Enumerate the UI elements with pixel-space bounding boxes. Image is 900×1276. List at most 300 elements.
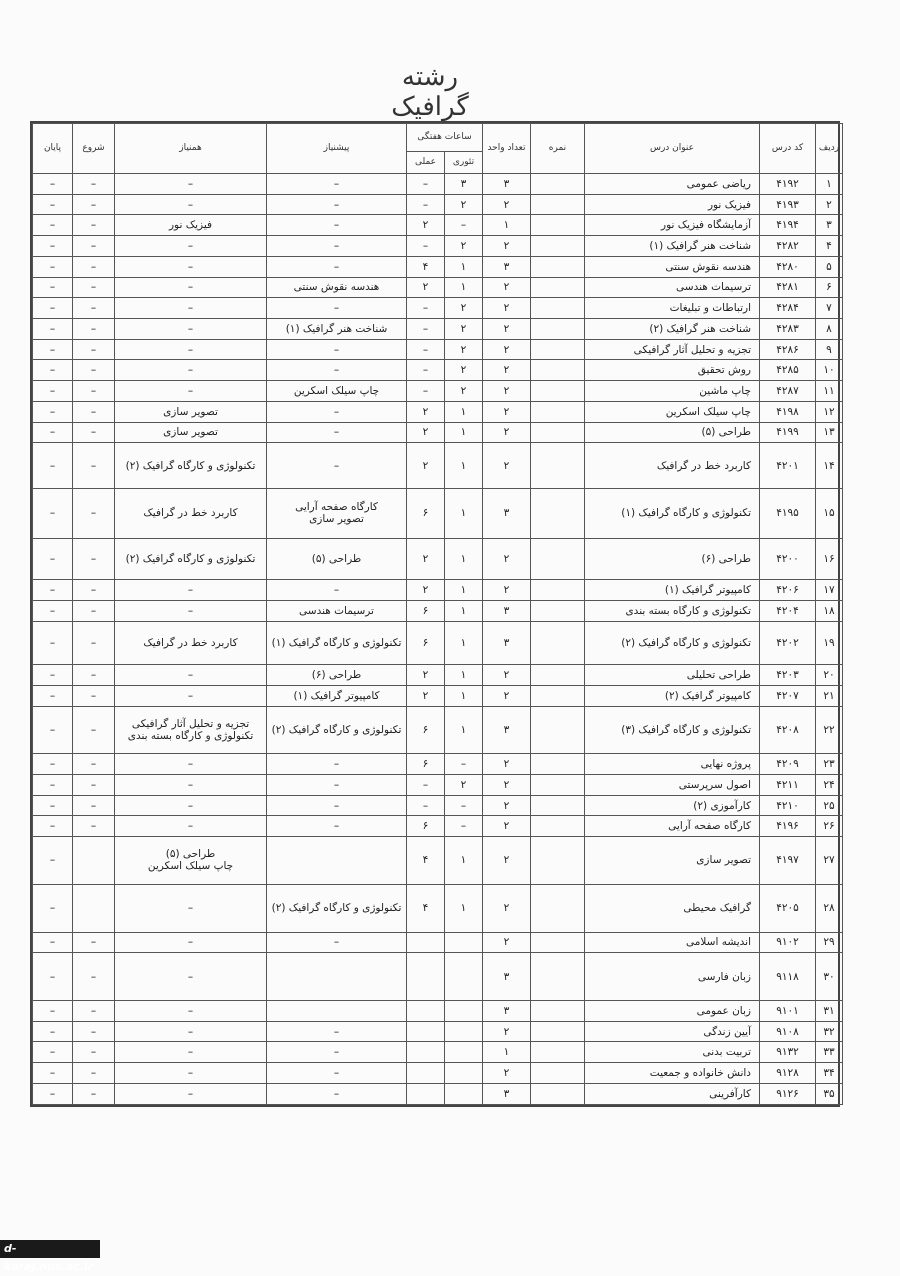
row-no-cell: ۲۵ <box>816 795 843 816</box>
coreq-cell: – <box>115 816 267 837</box>
course-code-cell: ۴۲۰۰ <box>760 538 816 579</box>
practical-hours-cell: ۴ <box>407 256 445 277</box>
course-code-cell: ۴۱۹۳ <box>760 194 816 215</box>
practical-hours-cell: – <box>407 298 445 319</box>
page-title: رشته گرافیک <box>391 62 469 122</box>
grade-cell <box>531 215 585 236</box>
end-cell: – <box>33 816 73 837</box>
table-row <box>33 685 843 706</box>
prereq-cell: کامپیوتر گرافیک (۱) <box>267 685 407 706</box>
end-cell: – <box>33 774 73 795</box>
theory-hours-cell: ۱ <box>445 488 483 538</box>
theory-hours-cell: ۱ <box>445 837 483 885</box>
prereq-cell: – <box>267 339 407 360</box>
practical-hours-cell: ۶ <box>407 621 445 665</box>
grade-cell <box>531 422 585 443</box>
course-title-cell: شناخت هنر گرافیک (۱) <box>585 236 760 257</box>
row-no-cell: ۳۱ <box>816 1000 843 1021</box>
course-code-cell: ۴۲۸۳ <box>760 319 816 340</box>
end-cell: – <box>33 1063 73 1084</box>
course-title-cell: آزمایشگاه فیزیک نور <box>585 215 760 236</box>
theory-hours-cell: ۱ <box>445 538 483 579</box>
practical-hours-cell: ۲ <box>407 401 445 422</box>
practical-hours-cell: ۲ <box>407 580 445 601</box>
practical-hours-cell <box>407 932 445 953</box>
practical-hours-cell: – <box>407 236 445 257</box>
prereq-cell: – <box>267 236 407 257</box>
coreq-cell: – <box>115 665 267 686</box>
end-cell: – <box>33 339 73 360</box>
units-cell: ۲ <box>483 401 531 422</box>
site-watermark: d-karaj.nus.ac.ir <box>0 1240 100 1258</box>
theory-hours-cell: ۱ <box>445 401 483 422</box>
practical-hours-cell <box>407 1083 445 1104</box>
coreq-cell: تصویر سازی <box>115 401 267 422</box>
theory-hours-cell: ۲ <box>445 236 483 257</box>
row-no-cell: ۱۹ <box>816 621 843 665</box>
practical-hours-cell: ۴ <box>407 884 445 932</box>
coreq-cell: – <box>115 360 267 381</box>
units-cell: ۳ <box>483 1000 531 1021</box>
units-cell: ۲ <box>483 1021 531 1042</box>
course-title-cell: کامپیوتر گرافیک (۱) <box>585 580 760 601</box>
practical-hours-cell: – <box>407 194 445 215</box>
units-cell: ۲ <box>483 339 531 360</box>
course-title-cell: دانش خانواده و جمعیت <box>585 1063 760 1084</box>
row-no-cell: ۵ <box>816 256 843 277</box>
end-cell: – <box>33 932 73 953</box>
header-coreq: همنیاز <box>115 124 267 174</box>
units-cell: ۲ <box>483 277 531 298</box>
theory-hours-cell: ۱ <box>445 706 483 754</box>
coreq-cell: طراحی (۵) چاپ سیلک اسکرین <box>115 837 267 885</box>
row-no-cell: ۱۱ <box>816 381 843 402</box>
course-title-cell: تکنولوژی و کارگاه گرافیک (۱) <box>585 488 760 538</box>
practical-hours-cell: ۶ <box>407 706 445 754</box>
start-cell: – <box>73 621 115 665</box>
course-title-cell: شناخت هنر گرافیک (۲) <box>585 319 760 340</box>
start-cell: – <box>73 488 115 538</box>
theory-hours-cell: ۲ <box>445 774 483 795</box>
prereq-cell: – <box>267 443 407 489</box>
course-code-cell: ۴۲۰۲ <box>760 621 816 665</box>
course-code-cell: ۴۲۰۱ <box>760 443 816 489</box>
start-cell: – <box>73 236 115 257</box>
course-title-cell: آیین زندگی <box>585 1021 760 1042</box>
theory-hours-cell: ۱ <box>445 665 483 686</box>
course-title-cell: ارتباطات و تبلیغات <box>585 298 760 319</box>
units-cell: ۳ <box>483 600 531 621</box>
end-cell: – <box>33 884 73 932</box>
start-cell: – <box>73 538 115 579</box>
start-cell: – <box>73 754 115 775</box>
theory-hours-cell: ۲ <box>445 360 483 381</box>
table-row <box>33 194 843 215</box>
course-code-cell: ۴۲۰۷ <box>760 685 816 706</box>
row-no-cell: ۲۱ <box>816 685 843 706</box>
table-row <box>33 277 843 298</box>
practical-hours-cell: ۲ <box>407 538 445 579</box>
coreq-cell: – <box>115 953 267 1001</box>
header-start: شروع <box>73 124 115 174</box>
row-no-cell: ۲۹ <box>816 932 843 953</box>
grade-cell <box>531 174 585 195</box>
units-cell: ۳ <box>483 1083 531 1104</box>
row-no-cell: ۳۰ <box>816 953 843 1001</box>
grade-cell <box>531 443 585 489</box>
start-cell: – <box>73 422 115 443</box>
course-title-cell: پروژه نهایی <box>585 754 760 775</box>
course-title-cell: تکنولوژی و کارگاه بسته بندی <box>585 600 760 621</box>
row-no-cell: ۲ <box>816 194 843 215</box>
practical-hours-cell <box>407 1021 445 1042</box>
end-cell: – <box>33 795 73 816</box>
units-cell: ۲ <box>483 422 531 443</box>
grade-cell <box>531 953 585 1001</box>
course-code-cell: ۴۱۹۲ <box>760 174 816 195</box>
practical-hours-cell: ۲ <box>407 443 445 489</box>
coreq-cell: – <box>115 795 267 816</box>
course-title-cell: کاربرد خط در گرافیک <box>585 443 760 489</box>
start-cell: – <box>73 932 115 953</box>
course-code-cell: ۹۱۱۸ <box>760 953 816 1001</box>
row-no-cell: ۱۰ <box>816 360 843 381</box>
grade-cell <box>531 488 585 538</box>
grade-cell <box>531 381 585 402</box>
coreq-cell: – <box>115 600 267 621</box>
row-no-cell: ۴ <box>816 236 843 257</box>
course-title-cell: زبان عمومی <box>585 1000 760 1021</box>
practical-hours-cell <box>407 1063 445 1084</box>
grade-cell <box>531 816 585 837</box>
practical-hours-cell <box>407 1000 445 1021</box>
row-no-cell: ۱۷ <box>816 580 843 601</box>
practical-hours-cell: ۶ <box>407 816 445 837</box>
practical-hours-cell: – <box>407 360 445 381</box>
prereq-cell: چاپ سیلک اسکرین <box>267 381 407 402</box>
grade-cell <box>531 277 585 298</box>
prereq-cell: تکنولوژی و کارگاه گرافیک (۲) <box>267 884 407 932</box>
grade-cell <box>531 1042 585 1063</box>
grade-cell <box>531 754 585 775</box>
prereq-cell: – <box>267 816 407 837</box>
prereq-cell: شناخت هنر گرافیک (۱) <box>267 319 407 340</box>
theory-hours-cell <box>445 932 483 953</box>
table-row <box>33 538 843 579</box>
prereq-cell: – <box>267 401 407 422</box>
start-cell: – <box>73 401 115 422</box>
end-cell: – <box>33 1042 73 1063</box>
practical-hours-cell: ۶ <box>407 600 445 621</box>
row-no-cell: ۲۶ <box>816 816 843 837</box>
table-row <box>33 236 843 257</box>
practical-hours-cell: ۶ <box>407 488 445 538</box>
units-cell: ۳ <box>483 174 531 195</box>
coreq-cell: – <box>115 339 267 360</box>
course-code-cell: ۴۲۸۴ <box>760 298 816 319</box>
end-cell: – <box>33 194 73 215</box>
start-cell: – <box>73 1042 115 1063</box>
course-code-cell: ۹۱۰۲ <box>760 932 816 953</box>
coreq-cell: – <box>115 1063 267 1084</box>
course-code-cell: ۹۱۲۸ <box>760 1063 816 1084</box>
theory-hours-cell: ۳ <box>445 174 483 195</box>
practical-hours-cell <box>407 953 445 1001</box>
theory-hours-cell <box>445 1000 483 1021</box>
units-cell: ۲ <box>483 1063 531 1084</box>
prereq-cell: ترسیمات هندسی <box>267 600 407 621</box>
units-cell: ۱ <box>483 1042 531 1063</box>
table-row <box>33 774 843 795</box>
table-row <box>33 932 843 953</box>
coreq-cell: – <box>115 174 267 195</box>
coreq-cell: – <box>115 774 267 795</box>
units-cell: ۲ <box>483 381 531 402</box>
course-code-cell: ۴۲۱۰ <box>760 795 816 816</box>
theory-hours-cell: – <box>445 215 483 236</box>
coreq-cell: – <box>115 256 267 277</box>
practical-hours-cell: ۲ <box>407 685 445 706</box>
theory-hours-cell <box>445 1083 483 1104</box>
prereq-cell: کارگاه صفحه آرایی تصویر سازی <box>267 488 407 538</box>
coreq-cell: تجزیه و تحلیل آثار گرافیکی تکنولوژی و کارگاه بسته بندی <box>115 706 267 754</box>
coreq-cell: – <box>115 319 267 340</box>
coreq-cell: – <box>115 580 267 601</box>
units-cell: ۳ <box>483 953 531 1001</box>
course-code-cell: ۴۲۸۶ <box>760 339 816 360</box>
coreq-cell: – <box>115 754 267 775</box>
units-cell: ۲ <box>483 580 531 601</box>
grade-cell <box>531 685 585 706</box>
course-code-cell: ۴۲۸۱ <box>760 277 816 298</box>
theory-hours-cell: ۱ <box>445 600 483 621</box>
course-title-cell: تجزیه و تحلیل آثار گرافیکی <box>585 339 760 360</box>
units-cell: ۳ <box>483 621 531 665</box>
theory-hours-cell: ۲ <box>445 339 483 360</box>
grade-cell <box>531 774 585 795</box>
grade-cell <box>531 621 585 665</box>
practical-hours-cell: ۲ <box>407 665 445 686</box>
row-no-cell: ۱۳ <box>816 422 843 443</box>
units-cell: ۲ <box>483 932 531 953</box>
end-cell: – <box>33 174 73 195</box>
end-cell: – <box>33 953 73 1001</box>
table-row <box>33 215 843 236</box>
course-code-cell: ۴۱۹۷ <box>760 837 816 885</box>
units-cell: ۲ <box>483 837 531 885</box>
row-no-cell: ۹ <box>816 339 843 360</box>
row-no-cell: ۲۳ <box>816 754 843 775</box>
table-row <box>33 837 843 885</box>
row-no-cell: ۲۰ <box>816 665 843 686</box>
course-code-cell: ۹۱۲۶ <box>760 1083 816 1104</box>
start-cell <box>73 884 115 932</box>
practical-hours-cell: ۲ <box>407 422 445 443</box>
coreq-cell: – <box>115 932 267 953</box>
theory-hours-cell: ۱ <box>445 685 483 706</box>
theory-hours-cell <box>445 1042 483 1063</box>
grade-cell <box>531 837 585 885</box>
units-cell: ۲ <box>483 236 531 257</box>
coreq-cell: فیزیک نور <box>115 215 267 236</box>
grade-cell <box>531 580 585 601</box>
row-no-cell: ۷ <box>816 298 843 319</box>
theory-hours-cell <box>445 1021 483 1042</box>
prereq-cell: – <box>267 174 407 195</box>
end-cell: – <box>33 401 73 422</box>
coreq-cell: – <box>115 685 267 706</box>
prereq-cell: – <box>267 1042 407 1063</box>
header-grade: نمره <box>531 124 585 174</box>
start-cell: – <box>73 174 115 195</box>
grade-cell <box>531 1021 585 1042</box>
grade-cell <box>531 256 585 277</box>
table-row <box>33 953 843 1001</box>
coreq-cell: – <box>115 1000 267 1021</box>
end-cell: – <box>33 580 73 601</box>
units-cell: ۱ <box>483 215 531 236</box>
prereq-cell: – <box>267 422 407 443</box>
coreq-cell: – <box>115 1042 267 1063</box>
course-code-cell: ۴۲۸۰ <box>760 256 816 277</box>
start-cell: – <box>73 1063 115 1084</box>
theory-hours-cell: ۲ <box>445 194 483 215</box>
course-table-container <box>30 121 840 1107</box>
practical-hours-cell <box>407 1042 445 1063</box>
end-cell: – <box>33 256 73 277</box>
practical-hours-cell: – <box>407 339 445 360</box>
course-code-cell: ۴۲۰۵ <box>760 884 816 932</box>
end-cell: – <box>33 754 73 775</box>
practical-hours-cell: – <box>407 174 445 195</box>
table-row <box>33 1000 843 1021</box>
start-cell: – <box>73 256 115 277</box>
start-cell: – <box>73 816 115 837</box>
end-cell: – <box>33 837 73 885</box>
course-title-cell: گرافیک محیطی <box>585 884 760 932</box>
start-cell: – <box>73 600 115 621</box>
table-header <box>33 124 843 174</box>
header-course: عنوان درس <box>585 124 760 174</box>
course-code-cell: ۴۱۹۴ <box>760 215 816 236</box>
start-cell: – <box>73 215 115 236</box>
prereq-cell <box>267 837 407 885</box>
units-cell: ۲ <box>483 665 531 686</box>
header-units: تعداد واحد <box>483 124 531 174</box>
practical-hours-cell: ۴ <box>407 837 445 885</box>
prereq-cell: طراحی (۶) <box>267 665 407 686</box>
header-weekly-hours: ساعات هفتگی <box>407 124 483 152</box>
course-title-cell: اصول سرپرستی <box>585 774 760 795</box>
table-row <box>33 665 843 686</box>
start-cell: – <box>73 277 115 298</box>
start-cell: – <box>73 665 115 686</box>
grade-cell <box>531 298 585 319</box>
row-no-cell: ۱ <box>816 174 843 195</box>
end-cell: – <box>33 600 73 621</box>
prereq-cell: تکنولوژی و کارگاه گرافیک (۲) <box>267 706 407 754</box>
course-code-cell: ۴۲۰۸ <box>760 706 816 754</box>
units-cell: ۲ <box>483 795 531 816</box>
course-code-cell: ۴۱۹۸ <box>760 401 816 422</box>
grade-cell <box>531 665 585 686</box>
units-cell: ۲ <box>483 754 531 775</box>
row-no-cell: ۲۴ <box>816 774 843 795</box>
coreq-cell: – <box>115 381 267 402</box>
coreq-cell: تصویر سازی <box>115 422 267 443</box>
table-row <box>33 174 843 195</box>
table-row <box>33 360 843 381</box>
start-cell: – <box>73 298 115 319</box>
grade-cell <box>531 706 585 754</box>
table-row <box>33 754 843 775</box>
table-body <box>33 174 843 1105</box>
start-cell: – <box>73 795 115 816</box>
table-row <box>33 1021 843 1042</box>
end-cell: – <box>33 360 73 381</box>
units-cell: ۲ <box>483 538 531 579</box>
row-no-cell: ۲۷ <box>816 837 843 885</box>
end-cell: – <box>33 1083 73 1104</box>
course-title-cell: تربیت بدنی <box>585 1042 760 1063</box>
grade-cell <box>531 319 585 340</box>
prereq-cell: – <box>267 580 407 601</box>
table-row <box>33 422 843 443</box>
grade-cell <box>531 1000 585 1021</box>
practical-hours-cell: ۶ <box>407 754 445 775</box>
prereq-cell: تکنولوژی و کارگاه گرافیک (۱) <box>267 621 407 665</box>
table-row <box>33 256 843 277</box>
start-cell: – <box>73 953 115 1001</box>
theory-hours-cell: ۲ <box>445 381 483 402</box>
header-practical: عملی <box>407 152 445 174</box>
course-title-cell: فیزیک نور <box>585 194 760 215</box>
header-row-no: ردیف <box>816 124 843 174</box>
start-cell: – <box>73 381 115 402</box>
row-no-cell: ۱۸ <box>816 600 843 621</box>
prereq-cell <box>267 953 407 1001</box>
course-code-cell: ۴۱۹۹ <box>760 422 816 443</box>
grade-cell <box>531 600 585 621</box>
units-cell: ۲ <box>483 360 531 381</box>
header-end: پایان <box>33 124 73 174</box>
table-row <box>33 443 843 489</box>
end-cell: – <box>33 319 73 340</box>
coreq-cell: – <box>115 194 267 215</box>
course-code-cell: ۴۲۸۲ <box>760 236 816 257</box>
theory-hours-cell: – <box>445 816 483 837</box>
course-table <box>32 123 843 1105</box>
prereq-cell: – <box>267 215 407 236</box>
row-no-cell: ۱۵ <box>816 488 843 538</box>
start-cell: – <box>73 1000 115 1021</box>
course-code-cell: ۴۲۸۵ <box>760 360 816 381</box>
start-cell: – <box>73 194 115 215</box>
start-cell: – <box>73 319 115 340</box>
practical-hours-cell: – <box>407 774 445 795</box>
end-cell: – <box>33 443 73 489</box>
prereq-cell: – <box>267 1021 407 1042</box>
table-row <box>33 600 843 621</box>
theory-hours-cell: – <box>445 754 483 775</box>
units-cell: ۲ <box>483 685 531 706</box>
row-no-cell: ۱۲ <box>816 401 843 422</box>
table-row <box>33 298 843 319</box>
grade-cell <box>531 401 585 422</box>
units-cell: ۲ <box>483 194 531 215</box>
course-title-cell: ریاضی عمومی <box>585 174 760 195</box>
course-code-cell: ۴۲۰۴ <box>760 600 816 621</box>
